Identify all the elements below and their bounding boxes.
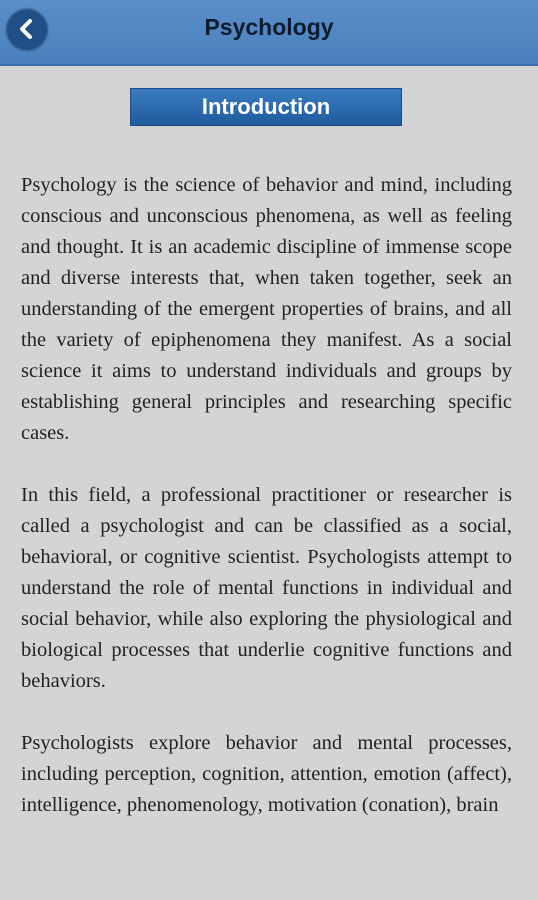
- paragraph: In this field, a professional practitioner or researcher is called a psychologist and can be classified as a social, behavioral, or cognitive scientist. Psychologists attempt to understand the role of mental functions in individual and social behavior, while also exploring the physiological and biological processes that underlie cognitive functions and behaviors.: [21, 484, 512, 692]
- paragraph: Psychologists explore behavior and mental processes, including perception, cognition, attention, emotion (affect), intelligence, phenomenology, motivation (conation), brain: [21, 732, 512, 816]
- introduction-button[interactable]: Introduction: [130, 88, 402, 126]
- header-bar: [0, 0, 538, 66]
- paragraph: Psychology is the science of behavior and mind, including conscious and unconscious phenomena, as well as feeling and thought. It is an academic discipline of immense scope and diverse interests that, when taken together, seek an understanding of the emergent properties of brains, and all the variety of epiphenomena they manifest. As a social science it aims to understand individuals and groups by establishing general principles and researching specific cases.: [21, 174, 512, 444]
- page-title: Psychology: [204, 14, 334, 40]
- article-body: [21, 170, 512, 852]
